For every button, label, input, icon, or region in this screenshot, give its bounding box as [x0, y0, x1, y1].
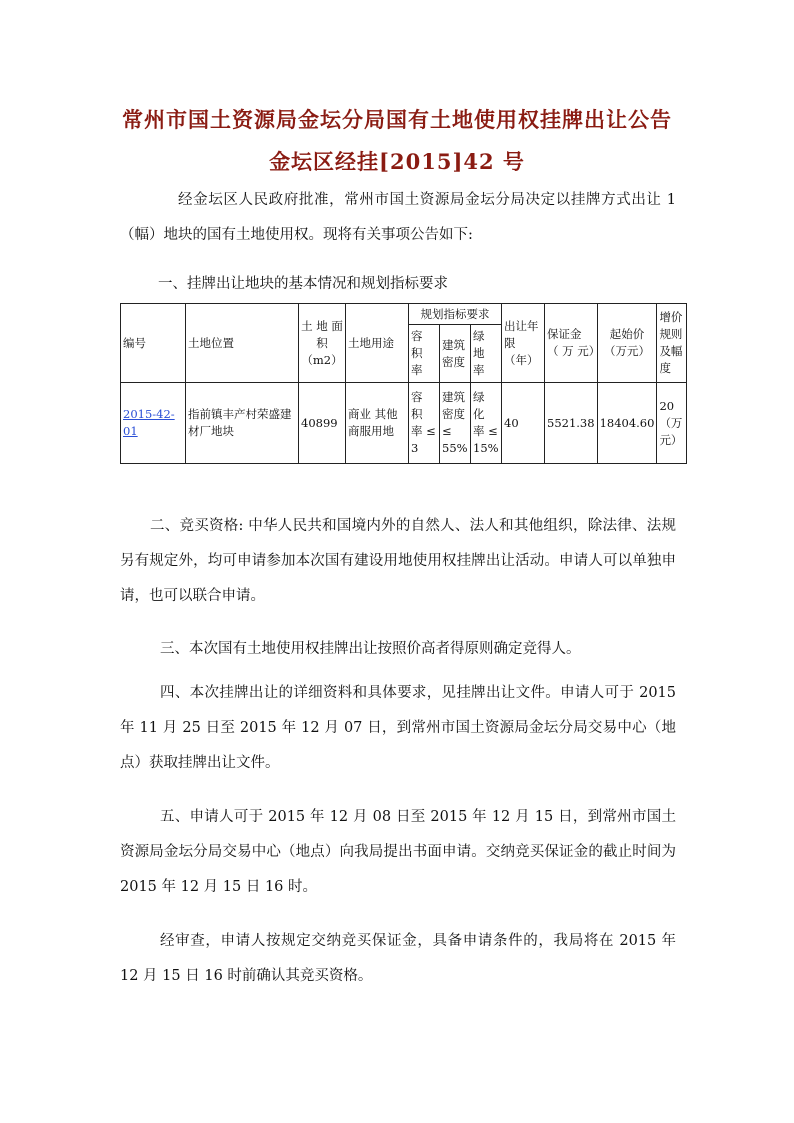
cell-deposit: 5521.38: [545, 383, 598, 464]
cell-area: 40899: [299, 383, 346, 464]
header-start-price: 起始价 （万元）: [597, 304, 657, 383]
intro-paragraph: 经金坛区人民政府批准，常州市国土资源局金坛分局决定以挂牌方式出让 1（幅）地块的国有土地使用权。现将有关事项公告如下:: [120, 192, 676, 243]
table-header-row: [121, 304, 687, 325]
header-area: 土 地 面 积 （m2）: [299, 304, 346, 383]
parcel-number-link[interactable]: 2015-42-01: [123, 407, 175, 438]
header-planning: 规划指标要求: [409, 304, 502, 325]
review-paragraph: 经审查，申请人按规定交纳竞买保证金，具备申请条件的，我局将在 2015 年 12 月 15 日 16 时前确认其竞买资格。: [120, 933, 676, 984]
cell-far: 容 积 率 ≤ 3: [409, 383, 440, 464]
table-row: [121, 383, 687, 464]
cell-green: 绿 化 率 ≤ 15%: [471, 383, 502, 464]
header-green: 绿 地 率: [471, 325, 502, 383]
header-location: 土地位置: [186, 304, 299, 383]
section3-paragraph: 三、本次国有土地使用权挂牌出让按照价高者得原则确定竞得人。: [160, 641, 581, 657]
cell-use: 商业 其他商服用地: [346, 383, 409, 464]
section4-paragraph: 四、本次挂牌出让的详细资料和具体要求，见挂牌出让文件。申请人可于 2015 年 11 月 25 日至 2015 年 12 月 07 日，到常州市国土资源局金坛分局交易中心（地点）获取挂牌出让文件。: [120, 685, 676, 771]
cell-location: 指前镇丰产村荣盛建材厂地块: [186, 383, 299, 464]
header-bianhao: 编号: [121, 304, 186, 383]
document-number: 金坛区经挂[2015]42 号: [269, 149, 525, 174]
cell-bianhao[interactable]: [121, 383, 186, 464]
document-title: 常州市国土资源局金坛分局国有土地使用权挂牌出让公告: [122, 107, 672, 132]
section2-paragraph: 二、竞买资格: 中华人民共和国境内外的自然人、法人和其他组织，除法律、法规另有规定外，均可申请参加本次国有建设用地使用权挂牌出让活动。申请人可以单独申请，也可以联合申请。: [120, 518, 676, 604]
cell-increment: 20 （万元）: [657, 383, 687, 464]
cell-term: 40: [502, 383, 545, 464]
header-far: 容 积 率: [409, 325, 440, 383]
land-parcel-table: [120, 303, 687, 464]
cell-density: 建筑密度 ≤ 55%: [440, 383, 471, 464]
header-use: 土地用途: [346, 304, 409, 383]
header-term: 出让年限 （年）: [502, 304, 545, 383]
header-density: 建筑密度: [440, 325, 471, 383]
header-increment: 增价规则及幅度: [657, 304, 687, 383]
cell-start-price: 18404.60: [597, 383, 657, 464]
section1-heading: 一、挂牌出让地块的基本情况和规划指标要求: [158, 276, 448, 292]
section5-paragraph: 五、申请人可于 2015 年 12 月 08 日至 2015 年 12 月 15 日，到常州市国土资源局金坛分局交易中心（地点）向我局提出书面申请。交纳竞买保证金的截止时间为 2015 年 12 月 15 日 16 时。: [120, 809, 676, 895]
header-deposit: 保证金 （ 万 元）: [545, 304, 598, 383]
